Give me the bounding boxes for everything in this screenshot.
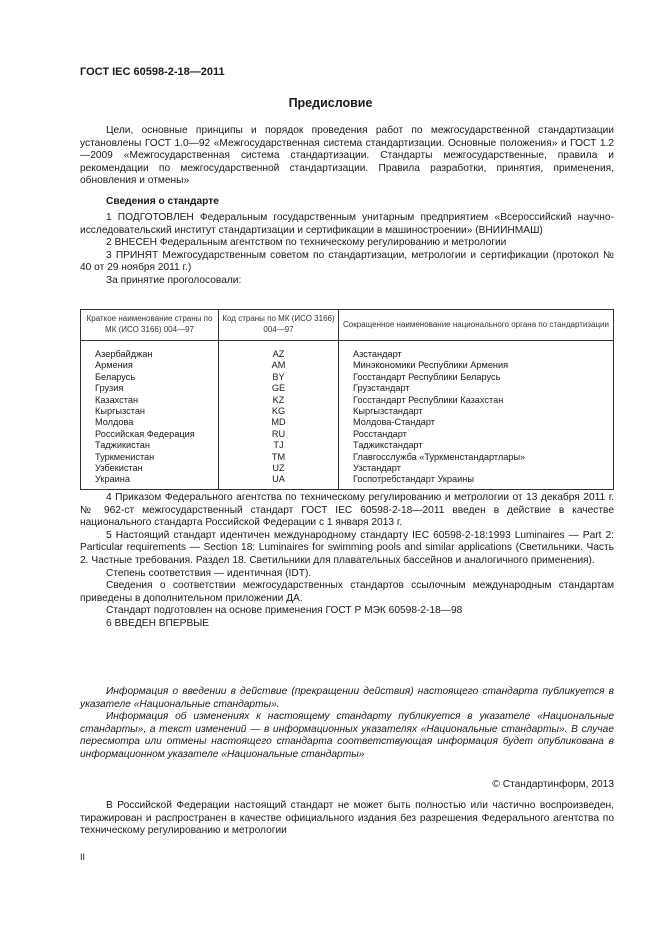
item-1: 1 ПОДГОТОВЛЕН Федеральным государственным унитарным предприятием «Всероссийский научно-исследовательский институт стандартизации и сертификации в машиностроении» (ВНИИНМАШ): [80, 212, 614, 236]
country-cell: Российская Федерация: [81, 429, 219, 440]
body-cell: Молдова-Стандарт: [353, 417, 435, 428]
item-3: 3 ПРИНЯТ Межгосударственным советом по стандартизации, метрологии и сертификации (протокол № 40 от 29 ноября 2011 г.): [80, 249, 614, 274]
code-cell: AZ: [219, 341, 339, 361]
country-cell: Узбекистан: [81, 463, 219, 474]
code-cell: UA: [219, 474, 339, 489]
body-cell: Росстандарт: [353, 428, 407, 439]
code-cell: KG: [219, 406, 339, 417]
country-cell: Туркменистан: [81, 452, 219, 463]
body-cell: Госстандарт Республики Казахстан: [353, 394, 504, 405]
document-header: ГОСТ IEC 60598-2-18—2011: [80, 66, 225, 78]
code-cell: MD: [219, 417, 339, 428]
code-cell: UZ: [219, 463, 339, 474]
body-cell: Минэкономики Республики Армения: [353, 360, 509, 371]
page-title: Предисловие: [288, 96, 373, 110]
country-cell: Азербайджан: [81, 341, 219, 361]
table-row: [81, 440, 614, 451]
code-cell: KZ: [219, 395, 339, 406]
country-cell: Таджикистан: [81, 440, 219, 451]
code-cell: TJ: [219, 440, 339, 451]
table-row: [81, 406, 614, 417]
code-cell: GE: [219, 383, 339, 394]
publication-info: [80, 686, 614, 762]
body-cell: Госстандарт Республики Беларусь: [353, 371, 501, 382]
body-cell: Госпотребстандарт Украины: [353, 474, 474, 485]
column-header-code: Код страны по МК (ИСО 3166) 004—97: [219, 310, 339, 341]
country-cell: Кыргызстан: [81, 406, 219, 417]
code-cell: RU: [219, 429, 339, 440]
copyright-notice: © Стандартинформ, 2013: [492, 779, 614, 790]
item-2: 2 ВНЕСЕН Федеральным агентством по техническому регулированию и метрологии: [106, 237, 507, 249]
table-row: [81, 474, 614, 489]
standard-info-items: [80, 212, 614, 288]
implementation-items: [80, 492, 614, 631]
country-cell: Молдова: [81, 417, 219, 428]
voting-table: [80, 309, 614, 490]
table-row: [81, 452, 614, 463]
table-row: [81, 341, 614, 361]
conformity-degree: Степень соответствия — идентичная (IDT).: [106, 567, 312, 579]
item-4: 4 Приказом Федерального агентства по техническому регулированию и метрологии от 13 декабря 2011 г. № 962-ст межгосударственный стандарт ГОСТ IEC 60598-2-18—2011 введен в действие в качестве национального стандарта Российской Федерации с 1 января 2013 г.: [80, 492, 614, 529]
intro-section: [80, 125, 614, 188]
table-row: [81, 372, 614, 383]
body-cell: Главгосслужба «Туркменстандартлары»: [353, 451, 526, 462]
notice-paragraph: В Российской Федерации настоящий стандарт не может быть полностью или частично воспроизведен, тиражирован и распространен в качестве официального издания без разрешения Федерального агентства по техническому регулированию и метрологии: [80, 800, 614, 837]
reference-info: Сведения о соответствии межгосударственных стандартов ссылочным международным стандартам приведены в дополнительном приложении ДА.: [80, 580, 614, 604]
voting-label: За принятие проголосовали:: [106, 274, 242, 286]
table-row: [81, 383, 614, 394]
page-number: II: [80, 852, 86, 862]
table-row: [81, 463, 614, 474]
table-row: [81, 417, 614, 428]
body-cell: Азстандарт: [353, 349, 402, 359]
item-6: 6 ВВЕДЕН ВПЕРВЫЕ: [106, 617, 210, 629]
info-paragraph: Информация о введении в действие (прекращении действия) настоящего стандарта публикуется в указателе «Национальные стандарты».: [80, 686, 614, 710]
country-cell: Казахстан: [81, 395, 219, 406]
country-cell: Армения: [81, 360, 219, 371]
code-cell: AM: [219, 360, 339, 371]
table-row: [81, 360, 614, 371]
body-cell: Грузстандарт: [353, 383, 410, 394]
info-paragraph: Информация об изменениях к настоящему стандарту публикуется в указателе «Национальные стандарты», а текст изменений — в информационных указателях «Национальные стандарты». В случае пересмотра или отмены настоящего стандарта соответствующая информация будет опубликована в информационном указателе «Национальные стандарты»: [80, 711, 614, 760]
body-cell: Таджикстандарт: [353, 440, 423, 451]
table-row: [81, 429, 614, 440]
intro-paragraph: Цели, основные принципы и порядок проведения работ по межгосударственной стандартизации установлены ГОСТ 1.0—92 «Межгосударственная система стандартизации. Основные положения» и ГОСТ 1.2—2009 «Межгосударственная система стандартизации. Стандарты межгосударственные, правила и рекомендации по межгосударственной стандартизации. Правила разработки, принятия, применения, обновления и отмены»: [80, 125, 614, 187]
code-cell: BY: [219, 372, 339, 383]
code-cell: TM: [219, 452, 339, 463]
item-5: 5 Настоящий стандарт идентичен международному стандарту IEC 60598-2-18:1993 Luminaires — Part 2: Particular requirements — Section 18: Luminaires for swimming pools and similar applications (Светильники. Часть 2. Частные требования. Раздел 18. Светильники для плавательных бассейнов и аналогичного применения).: [80, 529, 614, 566]
column-header-country: Краткое наименование страны по МК (ИСО 3166) 004—97: [81, 310, 219, 341]
section-heading: Сведения о стандарте: [106, 196, 219, 207]
body-cell: Кыргызстандарт: [353, 406, 423, 417]
country-cell: Грузия: [81, 383, 219, 394]
table-row: [81, 395, 614, 406]
reproduction-notice: [80, 800, 614, 838]
basis-note: Стандарт подготовлен на основе применения ГОСТ Р МЭК 60598-2-18—98: [106, 605, 463, 617]
country-cell: Украина: [81, 474, 219, 489]
body-cell: Узстандарт: [353, 463, 401, 474]
country-cell: Беларусь: [81, 372, 219, 383]
column-header-body: Сокращенное наименование национального органа по стандартизации: [339, 310, 614, 341]
table-header-row: [81, 310, 614, 341]
